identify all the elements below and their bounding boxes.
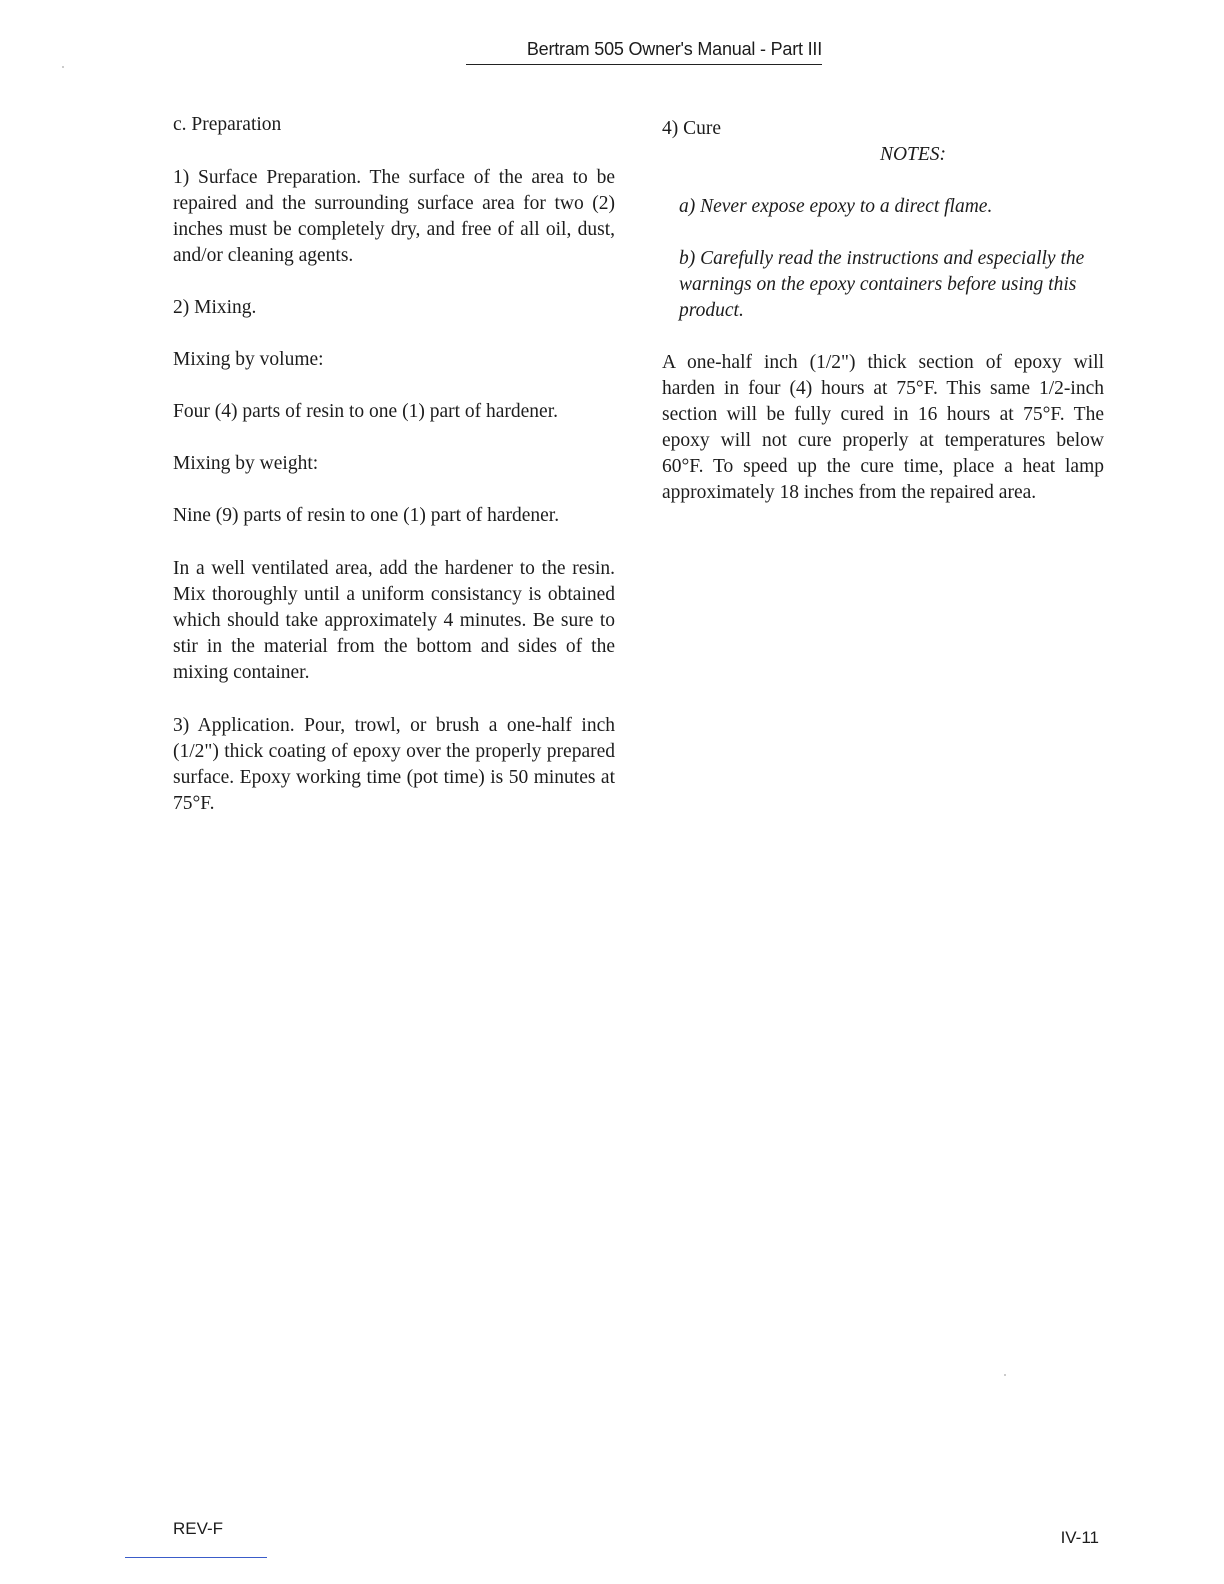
- mixing-by-weight-ratio: Nine (9) parts of resin to one (1) part of hardener.: [173, 505, 560, 526]
- page-header: Bertram 505 Owner's Manual - Part III: [466, 36, 822, 65]
- surface-preparation-paragraph: 1) Surface Preparation. The surface of the area to be repaired and the surrounding surface area for two (2) inches must be completely dry, and free of all oil, dust, and/or cleaning agents.: [173, 167, 615, 266]
- section-heading-preparation: c. Preparation: [173, 114, 282, 135]
- revision-label: REV-F: [173, 1519, 224, 1538]
- mixing-by-volume-ratio: Four (4) parts of resin to one (1) part of hardener.: [173, 401, 559, 422]
- footer-rule: [125, 1557, 267, 1558]
- cure-heading: 4) Cure: [662, 118, 722, 139]
- cure-paragraph: A one-half inch (1/2") thick section of epoxy will harden in four (4) hours at 75°F. This same 1/2-inch section will be fully cured in 16 hours at 75°F. The epoxy will not cure properly at temperatures below 60°F. To speed up the cure time, place a heat lamp approximately 18 inches from the repaired area.: [662, 352, 1104, 503]
- page-number: IV-11: [1060, 1528, 1099, 1547]
- mixing-heading: 2) Mixing.: [173, 297, 257, 318]
- note-a: a) Never expose epoxy to a direct flame.: [679, 196, 993, 217]
- scan-speck: [1004, 1374, 1006, 1376]
- notes-title: NOTES:: [879, 144, 947, 165]
- left-column: [173, 112, 615, 817]
- mixing-by-weight-label: Mixing by weight:: [173, 453, 319, 474]
- note-b: b) Carefully read the instructions and especially the warnings on the epoxy containers before using this product.: [679, 248, 1085, 321]
- right-column: [662, 116, 1104, 506]
- scan-speck: [62, 66, 64, 68]
- application-paragraph: 3) Application. Pour, trowl, or brush a one-half inch (1/2") thick coating of epoxy over the properly prepared surface. Epoxy working time (pot time) is 50 minutes at 75°F.: [173, 715, 615, 814]
- mixing-by-volume-label: Mixing by volume:: [173, 349, 324, 370]
- mixing-instructions-paragraph: In a well ventilated area, add the hardener to the resin. Mix thoroughly until a uniform consistancy is obtained which should take approximately 4 minutes. Be sure to stir in the material from the bottom and sides of the mixing container.: [173, 558, 615, 683]
